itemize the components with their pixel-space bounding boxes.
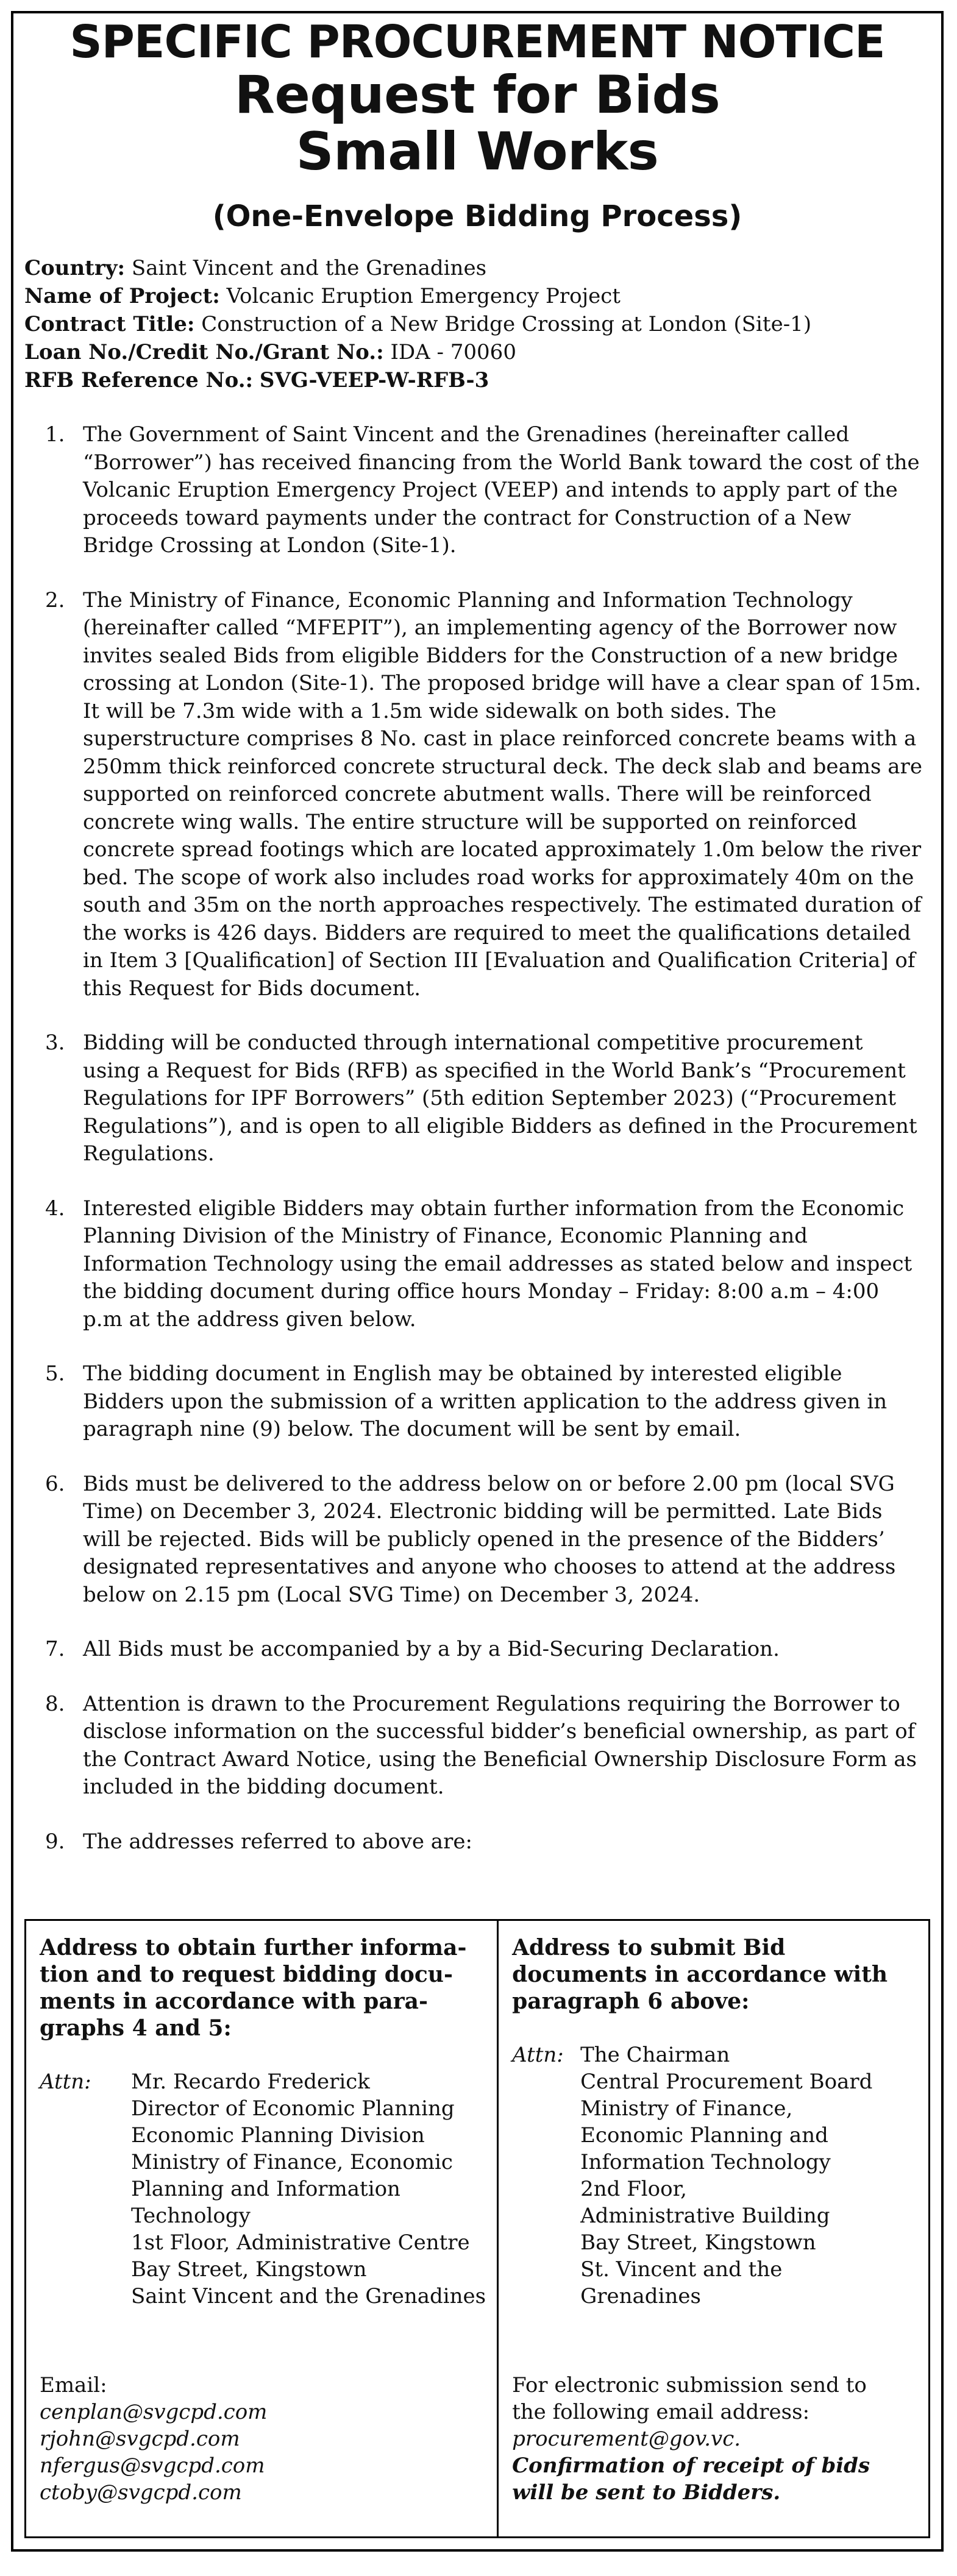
contract-row <box>24 310 941 338</box>
title-line: Address to obtain further informa- <box>40 1935 467 1960</box>
paragraph-number: 8. <box>45 1691 65 1716</box>
procurement-notice <box>11 11 944 2552</box>
address-table <box>24 1919 930 2538</box>
paragraph-text: The Government of Saint Vincent and the Grenadines (hereinafter called “Borrower”) has received financing from the World Bank toward the cost of the Volcanic Eruption Emergency Project (VEEP) and intends to apply part of the proceeds toward payments under the contract for Construction of a New Bridge Crossing at London (Site-1). <box>83 422 920 558</box>
rfb-row <box>24 366 941 394</box>
paragraph-number: 3. <box>45 1031 65 1056</box>
address-line: Saint Vincent and the Grenadines <box>131 2284 486 2308</box>
loan-row <box>24 338 941 366</box>
paragraph <box>13 1195 941 1334</box>
address-line: Mr. Recardo Frederick <box>131 2070 370 2094</box>
information-address-title <box>40 1934 486 2042</box>
address-line: Bay Street, Kingstown <box>580 2230 816 2255</box>
paragraph <box>13 1691 941 1801</box>
notice-subtitle: Small Works <box>296 121 659 182</box>
paragraph <box>13 1360 941 1444</box>
address-line: Economic Planning and <box>580 2123 828 2148</box>
address-line: Economic Planning Division <box>131 2123 425 2148</box>
notice-header <box>13 18 941 232</box>
paragraph-text: Attention is drawn to the Procurement Regulations requiring the Borrower to disclose information on the successful bidder’s beneficial ownership, as part of the Contract Award Notice, using the Beneficial Ownership Disclosure Form as included in the bidding document. <box>83 1691 917 1800</box>
paragraph-text: Interested eligible Bidders may obtain further information from the Economic Planning Division of the Ministry of Finance, Economic Planning and Information Technology using the email addresses as stated below and inspect the bidding document during office hours Monday – Friday: 8:00 a.m – 4:00 p.m at the address given below. <box>83 1196 913 1332</box>
address-line: The Chairman <box>580 2043 730 2067</box>
paragraph-number: 1. <box>45 422 65 447</box>
paragraph <box>13 1828 941 1856</box>
title-line: documents in accordance with <box>512 1962 888 1987</box>
address-line: Planning and Information <box>131 2177 400 2201</box>
country-value: Saint Vincent and the Grenadines <box>131 256 487 281</box>
submission-attn <box>512 2042 917 2310</box>
address-line: Administrative Building <box>580 2204 830 2228</box>
confirmation-note: will be sent to Bidders. <box>512 2480 781 2505</box>
email-link[interactable]: cenplan@svgcpd.com <box>40 2400 268 2424</box>
country-label: Country: <box>24 256 126 281</box>
paragraph-text: The bidding document in English may be obtained by interested eligible Bidders upon the submission of a written application to the address given in paragraph nine (9) below. The document will be sent by email. <box>83 1361 888 1442</box>
notice-paragraphs <box>13 421 941 1856</box>
title-line: Address to submit Bid <box>512 1935 786 1960</box>
email-link[interactable]: nfergus@svgcpd.com <box>40 2454 265 2478</box>
title-line: tion and to request bidding docu- <box>40 1962 453 1987</box>
bidding-process-label: (One-Envelope Bidding Process) <box>212 199 742 233</box>
attn-label: Attn: <box>40 2070 91 2094</box>
email-label: Email: <box>40 2373 107 2397</box>
paragraph <box>13 1029 941 1168</box>
paragraph-text: The addresses referred to above are: <box>83 1829 472 1854</box>
paragraph-text: The Ministry of Finance, Economic Planning and Information Technology (hereinafter called “MFEPIT”), an implementing agency of the Borrower now invites sealed Bids from eligible Bidders for the Construction of a new bridge crossing at London (Site-1). The proposed bridge will have a clear span of 15m. It will be 7.3m wide with a 1.5m wide sidewalk on both sides. The superstructure comprises 8 No. cast in place reinforced concrete beams with a 250mm thick reinforced concrete structural deck. The deck slab and beams are supported on reinforced concrete abutment walls. There will be reinforced concrete wing walls. The entire structure will be supported on reinforced concrete spread footings which are located approximately 1.0m below the river bed. The scope of work also includes road works for approximately 40m on the south and 35m on the north approaches respectively. The estimated duration of the works is 426 days. Bidders are required to meet the qualifications detailed in Item 3 [Qualification] of Section III [Evaluation and Qualification Criteria] of this Request for Bids document. <box>83 587 922 1001</box>
paragraph <box>13 587 941 1003</box>
paragraph-text: All Bids must be accompanied by a by a Bid-Securing Declaration. <box>83 1637 780 1662</box>
title-line: ments in accordance with para- <box>40 1989 428 2014</box>
attn-address <box>131 2068 486 2310</box>
submission-email-link[interactable]: procurement@gov.vc. <box>512 2427 741 2451</box>
paragraph-number: 7. <box>45 1637 65 1662</box>
country-row <box>24 254 941 282</box>
address-line: 1st Floor, Administrative Centre <box>131 2230 470 2255</box>
loan-label: Loan No./Credit No./Grant No.: <box>24 340 384 365</box>
email-link[interactable]: rjohn@svgcpd.com <box>40 2427 240 2451</box>
title-line: graphs 4 and 5: <box>40 2015 232 2041</box>
project-label: Name of Project: <box>24 284 220 309</box>
project-details <box>24 254 941 394</box>
submission-instruction: For electronic submission send to <box>512 2373 867 2397</box>
confirmation-note: Confirmation of receipt of bids <box>512 2454 870 2478</box>
rfb-label: RFB Reference No.: <box>24 368 254 393</box>
address-line: Grenadines <box>580 2284 701 2308</box>
address-line: Ministry of Finance, <box>580 2096 793 2121</box>
notice-title: Request for Bids <box>234 64 720 126</box>
address-line: Information Technology <box>580 2150 831 2174</box>
project-value: Volcanic Eruption Emergency Project <box>226 284 621 309</box>
notice-heading: SPECIFIC PROCUREMENT NOTICE <box>69 16 885 68</box>
email-link[interactable]: ctoby@svgcpd.com <box>40 2480 242 2505</box>
paragraph <box>13 1471 941 1609</box>
submission-address-column <box>499 1921 928 2536</box>
contract-label: Contract Title: <box>24 312 195 337</box>
paragraph <box>13 421 941 560</box>
paragraph-number: 5. <box>45 1361 65 1386</box>
paragraph-text: Bidding will be conducted through international competitive procurement using a Request for Bids (RFB) as specified in the World Bank’s “Procurement Regulations for IPF Borrowers” (5th edition September 2023) (“Procurement Regulations”), and is open to all eligible Bidders as defined in the Procurement Regulations. <box>83 1031 917 1166</box>
contract-value: Construction of a New Bridge Crossing at London (Site-1) <box>201 312 812 337</box>
address-line: Ministry of Finance, Economic <box>131 2150 453 2174</box>
electronic-submission <box>512 2372 870 2506</box>
information-emails <box>40 2372 267 2506</box>
attn-address <box>580 2042 872 2310</box>
address-line: St. Vincent and the <box>580 2257 783 2282</box>
submission-instruction: the following email address: <box>512 2400 810 2424</box>
attn-label: Attn: <box>512 2043 564 2067</box>
paragraph <box>13 1636 941 1664</box>
submission-address-title <box>512 1934 917 2015</box>
paragraph-text: Bids must be delivered to the address below on or before 2.00 pm (local SVG Time) on December 3, 2024. Electronic bidding will be permitted. Late Bids will be rejected. Bids will be publicly opened in the presence of the Bidders’ designated representatives and anyone who chooses to attend at the address below on 2.15 pm (Local SVG Time) on December 3, 2024. <box>83 1471 896 1607</box>
address-line: Bay Street, Kingstown <box>131 2257 367 2282</box>
address-line: Central Procurement Board <box>580 2070 873 2094</box>
loan-value: IDA - 70060 <box>390 340 516 365</box>
information-address-column <box>26 1921 499 2536</box>
address-line: Director of Economic Planning <box>131 2096 455 2121</box>
address-line: 2nd Floor, <box>580 2177 687 2201</box>
paragraph-number: 6. <box>45 1471 65 1496</box>
information-attn <box>40 2068 486 2310</box>
paragraph-number: 9. <box>45 1829 65 1854</box>
rfb-value: SVG-VEEP-W-RFB-3 <box>259 368 489 393</box>
address-line: Technology <box>131 2204 251 2228</box>
project-row <box>24 282 941 310</box>
title-line: paragraph 6 above: <box>512 1989 750 2014</box>
paragraph-number: 4. <box>45 1196 65 1221</box>
paragraph-number: 2. <box>45 587 65 612</box>
